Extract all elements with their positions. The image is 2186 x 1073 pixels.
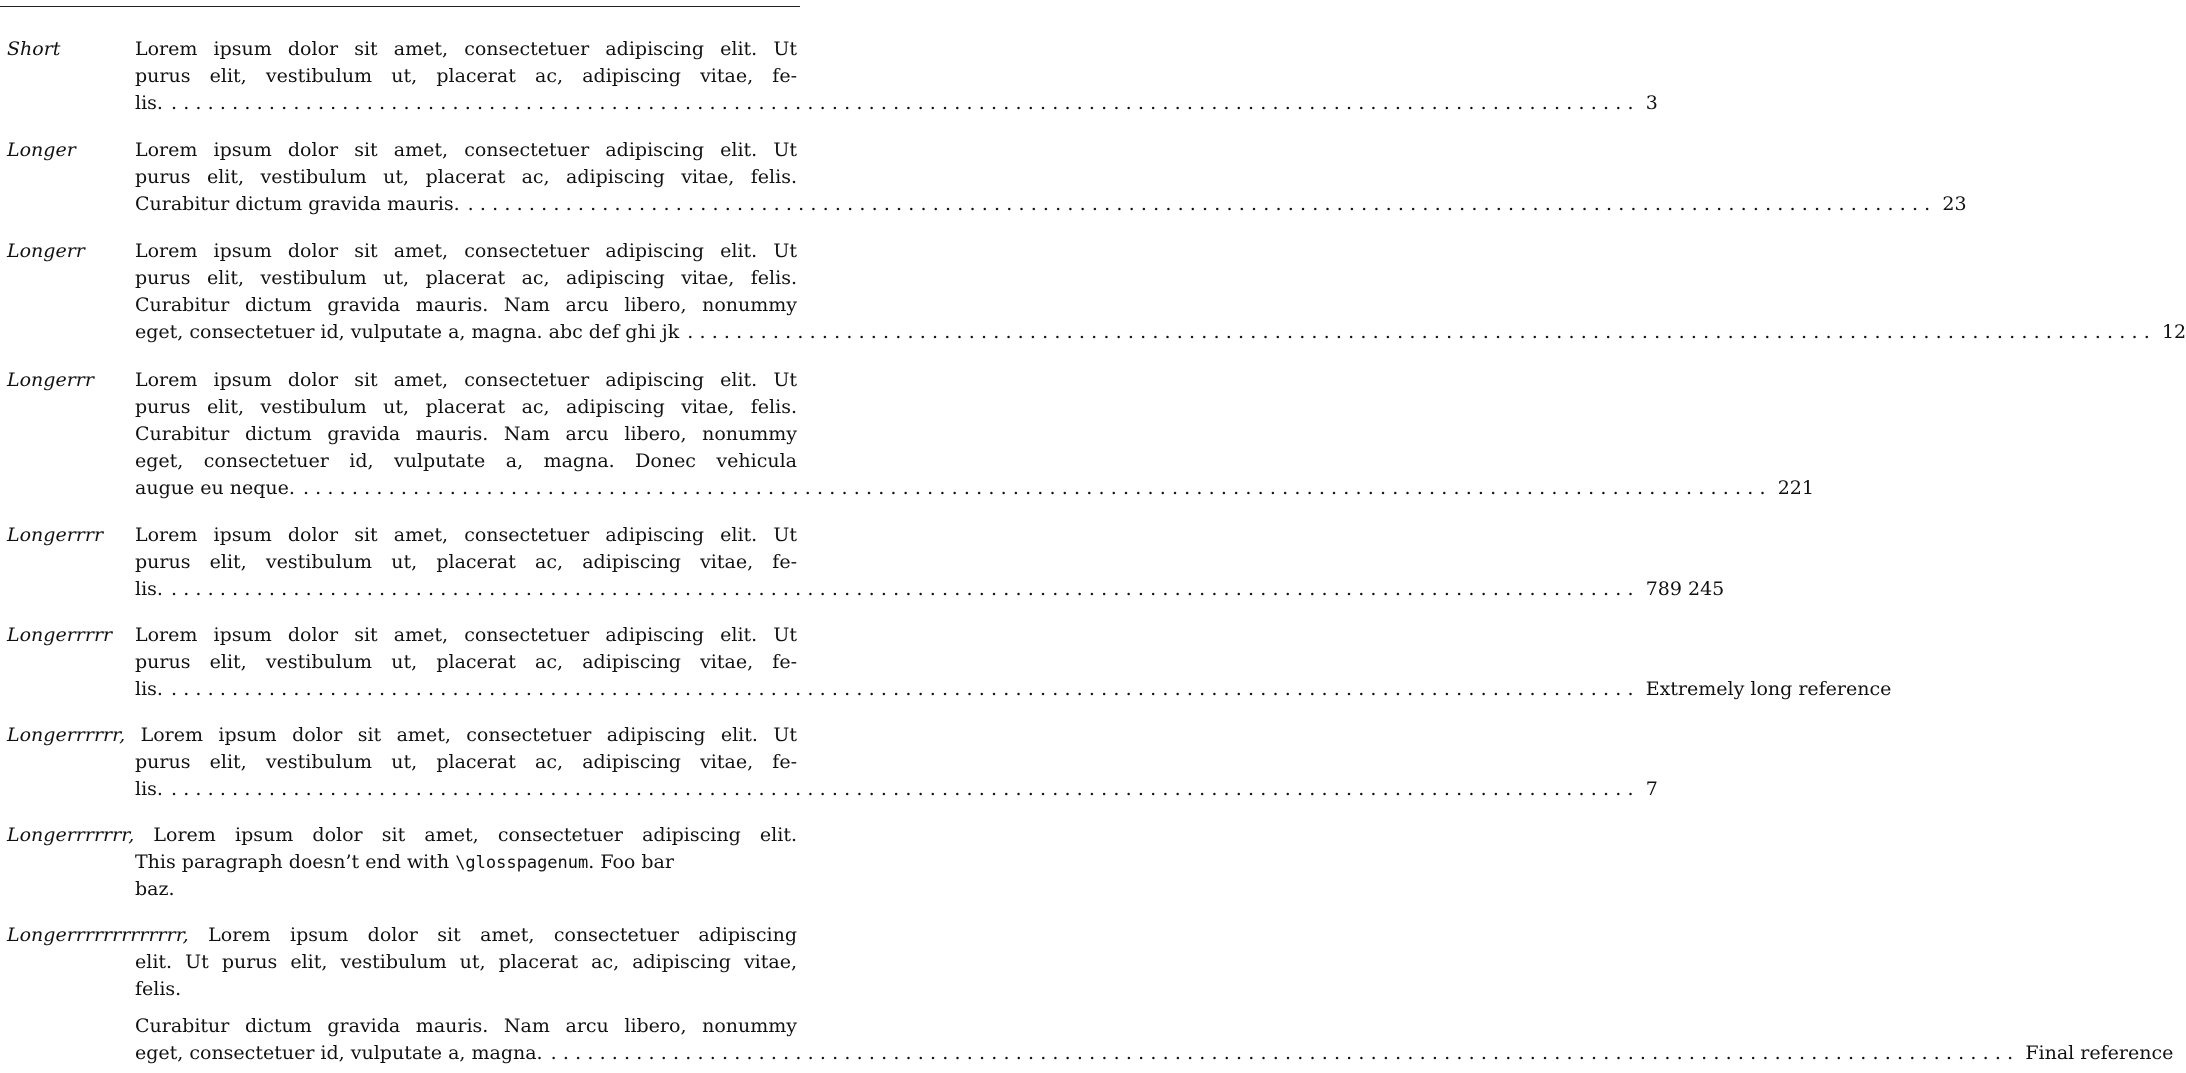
entry-text: lis. [135, 678, 163, 700]
page-reference: 23 [1942, 193, 1967, 215]
entry-text-line: Curabitur dictum gravida mauris. Nam arcu libero, nonummy [135, 423, 797, 445]
dot-leader: ........................................................................................................................ [170, 678, 1640, 700]
glossary-term: Longerrrrr [7, 624, 113, 646]
entry-text: lis. [135, 578, 163, 600]
entry-text-line: felis. [135, 978, 182, 1000]
entry-text: Curabitur dictum gravida mauris. [135, 193, 460, 215]
entry-text: This paragraph doesn’t end with [135, 851, 450, 873]
glossary-term: Longerrrr [7, 524, 104, 546]
page-reference: 7 [1645, 778, 1658, 800]
entry-text-line: Lorem ipsum dolor sit amet, consectetuer adipiscing elit. Ut [135, 524, 797, 546]
dot-leader: ........................................................................................................................ [550, 1042, 2020, 1064]
dot-leader: ........................................................................................................................ [170, 578, 1640, 600]
entry-last-line [135, 776, 1658, 803]
entry-text: eget, consectetuer id, vulputate a, magna. [135, 1042, 543, 1064]
entry-text: augue eu neque. [135, 477, 295, 499]
entry-last-line [135, 576, 1725, 603]
entry-text: . Foo bar [588, 851, 674, 873]
page-reference: 789 245 [1645, 578, 1725, 600]
dot-leader: ........................................................................................................................ [170, 92, 1640, 114]
entry-text: lis. [135, 778, 163, 800]
glossary-term: Longerrrrrrrrrrrrr, [7, 924, 189, 946]
entry-text-line: purus elit, vestibulum ut, placerat ac, adipiscing vitae, fe- [135, 651, 797, 673]
glossary-term: Longerrr [7, 369, 94, 391]
entry-last-line [135, 191, 1967, 218]
top-rule [0, 6, 800, 7]
entry-last-line [135, 319, 2186, 346]
glossary-term: Longerr [7, 240, 85, 262]
entry-text-line: purus elit, vestibulum ut, placerat ac, adipiscing vitae, felis. [135, 166, 797, 188]
dot-leader: ........................................................................................................................ [687, 321, 2156, 343]
entry-text-line [135, 849, 745, 876]
page-reference: Final reference [2025, 1042, 2174, 1064]
entry-text-line: eget, consectetuer id, vulputate a, magna. Donec vehicula [135, 450, 797, 472]
entry-text-line: purus elit, vestibulum ut, placerat ac, adipiscing vitae, fe- [135, 65, 797, 87]
entry-last-line [135, 676, 1892, 703]
entry-last-line [135, 1040, 2174, 1067]
entry-text-line: Lorem ipsum dolor sit amet, consectetuer adipiscing elit. Ut [135, 369, 797, 391]
glossary-term: Longer [7, 139, 76, 161]
page-reference: 3 [1645, 92, 1658, 114]
entry-first-line [7, 822, 797, 849]
entry-text-line: purus elit, vestibulum ut, placerat ac, adipiscing vitae, fe- [135, 751, 797, 773]
entry-text-line: baz. [135, 878, 175, 900]
code-macro: \glosspagenum [455, 853, 589, 873]
glossary-term: Longerrrrrr, [7, 724, 126, 746]
entry-text-line: Lorem ipsum dolor sit amet, consectetuer adipiscing elit. Ut [135, 139, 797, 161]
page-reference: Extremely long reference [1645, 678, 1892, 700]
entry-last-line [135, 90, 1658, 117]
entry-text-line: Curabitur dictum gravida mauris. Nam arcu libero, nonummy [135, 1015, 797, 1037]
entry-text: lis. [135, 92, 163, 114]
dot-leader: ........................................................................................................................ [467, 193, 1937, 215]
dot-leader: ........................................................................................................................ [302, 477, 1772, 499]
entry-text-line: purus elit, vestibulum ut, placerat ac, adipiscing vitae, felis. [135, 396, 797, 418]
entry-text-line: purus elit, vestibulum ut, placerat ac, adipiscing vitae, felis. [135, 267, 797, 289]
page-reference: 221 [1777, 477, 1814, 499]
entry-text-line: Lorem ipsum dolor sit amet, consectetuer adipiscing elit. Ut [135, 38, 797, 60]
entry-first-line [7, 722, 797, 749]
entry-text-line: purus elit, vestibulum ut, placerat ac, adipiscing vitae, fe- [135, 551, 797, 573]
entry-first-line [7, 922, 797, 949]
dot-leader: ........................................................................................................................ [170, 778, 1640, 800]
entry-text: eget, consectetuer id, vulputate a, magna. abc def ghi jk [135, 321, 680, 343]
entry-text-line: elit. Ut purus elit, vestibulum ut, placerat ac, adipiscing vitae, [135, 951, 797, 973]
entry-text: Lorem ipsum dolor sit amet, consectetuer adipiscing elit. Ut [140, 724, 798, 746]
entry-text: Lorem ipsum dolor sit amet, consectetuer adipiscing [208, 924, 797, 946]
entry-text: Lorem ipsum dolor sit amet, consectetuer adipiscing elit. [153, 824, 798, 846]
entry-last-line [135, 475, 1814, 502]
glossary-term: Longerrrrrrr, [7, 824, 135, 846]
glossary-term: Short [7, 38, 61, 60]
entry-text-line: Curabitur dictum gravida mauris. Nam arcu libero, nonummy [135, 294, 797, 316]
page-reference: 12 [2161, 321, 2186, 343]
entry-text-line: Lorem ipsum dolor sit amet, consectetuer adipiscing elit. Ut [135, 240, 797, 262]
entry-text-line: Lorem ipsum dolor sit amet, consectetuer adipiscing elit. Ut [135, 624, 797, 646]
